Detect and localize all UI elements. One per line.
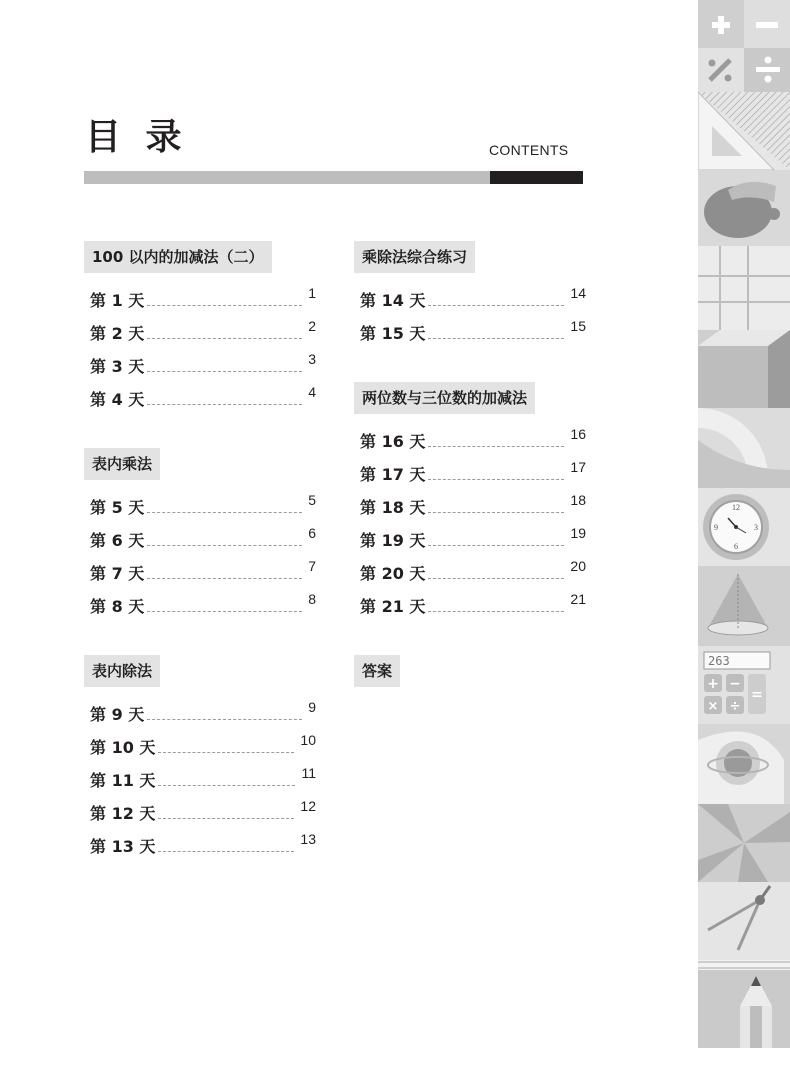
dot-leader: [147, 578, 302, 579]
dot-leader: [428, 512, 564, 513]
cone-icon: [698, 566, 790, 646]
svg-text:=: =: [751, 687, 763, 703]
dot-leader: [158, 818, 294, 819]
entry-page: 11: [301, 765, 316, 781]
entry-label: 第 9 天: [90, 705, 145, 724]
entry-page: 2: [308, 318, 316, 334]
clock-icon: [698, 488, 790, 566]
toc-entry[interactable]: [84, 693, 316, 726]
entry-label: 第 2 天: [90, 324, 145, 343]
dot-leader: [147, 545, 302, 546]
svg-text:÷: ÷: [729, 699, 741, 714]
head-icon: [698, 170, 790, 246]
toc-entry[interactable]: [354, 585, 586, 618]
toc-column-right: [354, 241, 586, 687]
toc-entry[interactable]: [84, 345, 316, 378]
entry-label: 第 18 天: [360, 498, 426, 517]
dot-leader: [428, 545, 564, 546]
toc-entry[interactable]: [354, 552, 586, 585]
toc-entry[interactable]: [354, 453, 586, 486]
entry-label: 第 7 天: [90, 564, 145, 583]
toc-section: [354, 655, 586, 687]
title-rule-dark: [490, 171, 583, 184]
planet-icon: [698, 724, 790, 804]
section-heading: 两位数与三位数的加减法: [354, 382, 535, 414]
set-square-icon: [698, 92, 790, 170]
toc-entry[interactable]: [84, 759, 316, 792]
entry-page: 3: [308, 351, 316, 367]
toc-entry[interactable]: [354, 519, 586, 552]
swirl-icon: [698, 804, 790, 882]
toc-entry[interactable]: [84, 486, 316, 519]
dot-leader: [428, 338, 564, 339]
math-operators-icon: [698, 0, 790, 92]
toc-entry[interactable]: [84, 279, 316, 312]
entry-page: 5: [308, 492, 316, 508]
toc-entry[interactable]: [354, 312, 586, 345]
entry-label: 第 13 天: [90, 837, 156, 856]
entry-label: 第 1 天: [90, 291, 145, 310]
toc-entry[interactable]: [84, 312, 316, 345]
entry-label: 第 16 天: [360, 432, 426, 451]
entry-label: 第 20 天: [360, 564, 426, 583]
svg-text:−: −: [729, 676, 741, 692]
toc-entry[interactable]: [84, 825, 316, 858]
dot-leader: [158, 851, 294, 852]
dot-leader: [147, 512, 302, 513]
dot-leader: [147, 371, 302, 372]
svg-text:×: ×: [707, 699, 719, 714]
dot-leader: [428, 479, 564, 480]
entry-page: 1: [308, 285, 316, 301]
compass-icon: [698, 882, 790, 960]
grid-icon: [698, 246, 790, 330]
toc-entry[interactable]: [354, 279, 586, 312]
entry-label: 第 5 天: [90, 498, 145, 517]
toc-section: [84, 448, 316, 618]
section-heading: 表内乘法: [84, 448, 160, 480]
section-heading: 100 以内的加减法（二）: [84, 241, 272, 273]
dot-leader: [428, 578, 564, 579]
section-heading: 表内除法: [84, 655, 160, 687]
arc-icon: [698, 408, 790, 488]
toc-section: [354, 382, 586, 618]
dot-leader: [147, 338, 302, 339]
toc-entry[interactable]: [84, 792, 316, 825]
entry-page: 15: [570, 318, 586, 334]
entry-page: 10: [300, 732, 316, 748]
cube-icon: [698, 330, 790, 408]
entry-label: 第 21 天: [360, 597, 426, 616]
entry-page: 16: [570, 426, 586, 442]
entry-page: 12: [300, 798, 316, 814]
entry-page: 17: [570, 459, 586, 475]
entry-page: 21: [570, 591, 586, 607]
entry-label: 第 8 天: [90, 597, 145, 616]
entry-page: 9: [308, 699, 316, 715]
entry-page: 8: [308, 591, 316, 607]
entry-label: 第 4 天: [90, 390, 145, 409]
entry-label: 第 12 天: [90, 804, 156, 823]
entry-page: 6: [308, 525, 316, 541]
entry-label: 第 14 天: [360, 291, 426, 310]
toc-entry[interactable]: [84, 552, 316, 585]
entry-label: 第 19 天: [360, 531, 426, 550]
svg-text:+: +: [707, 676, 719, 692]
entry-label: 第 11 天: [90, 771, 156, 790]
clock-numeral-12: 12: [732, 503, 740, 512]
toc-entry[interactable]: [354, 420, 586, 453]
dot-leader: [147, 305, 302, 306]
entry-page: 14: [570, 285, 586, 301]
entry-page: 13: [300, 831, 316, 847]
toc-entry[interactable]: [84, 585, 316, 618]
entry-label: 第 17 天: [360, 465, 426, 484]
entry-label: 第 10 天: [90, 738, 156, 757]
decorative-strip: [698, 0, 790, 1048]
entry-label: 第 15 天: [360, 324, 426, 343]
toc-entry[interactable]: [354, 486, 586, 519]
dot-leader: [147, 611, 302, 612]
toc-column-left: [84, 241, 316, 858]
dot-leader: [428, 305, 564, 306]
section-heading[interactable]: 答案: [354, 655, 400, 687]
page-subtitle: CONTENTS: [489, 142, 569, 158]
dot-leader: [158, 752, 294, 753]
dot-leader: [147, 404, 302, 405]
title-rule-gray: [84, 171, 490, 184]
calculator-icon: [698, 646, 790, 724]
clock-numeral-6: 6: [734, 542, 738, 551]
toc-entry[interactable]: [84, 519, 316, 552]
dot-leader: [158, 785, 295, 786]
toc-section: [84, 241, 316, 411]
toc-entry[interactable]: [84, 726, 316, 759]
dot-leader: [147, 719, 302, 720]
dot-leader: [428, 446, 564, 447]
calculator-display: 263: [708, 654, 730, 668]
section-heading: 乘除法综合练习: [354, 241, 475, 273]
entry-page: 18: [570, 492, 586, 508]
entry-label: 第 6 天: [90, 531, 145, 550]
toc-section: [84, 655, 316, 858]
entry-page: 20: [570, 558, 586, 574]
toc-entry[interactable]: [84, 378, 316, 411]
clock-numeral-3: 3: [754, 523, 758, 532]
clock-numeral-9: 9: [714, 523, 718, 532]
ruler-icon: [698, 960, 790, 970]
dot-leader: [428, 611, 564, 612]
entry-page: 7: [308, 558, 316, 574]
entry-page: 19: [570, 525, 586, 541]
entry-page: 4: [308, 384, 316, 400]
pencil-icon: [698, 970, 790, 1048]
page-title: 目 录: [85, 117, 188, 158]
toc-section: [354, 241, 586, 345]
entry-label: 第 3 天: [90, 357, 145, 376]
